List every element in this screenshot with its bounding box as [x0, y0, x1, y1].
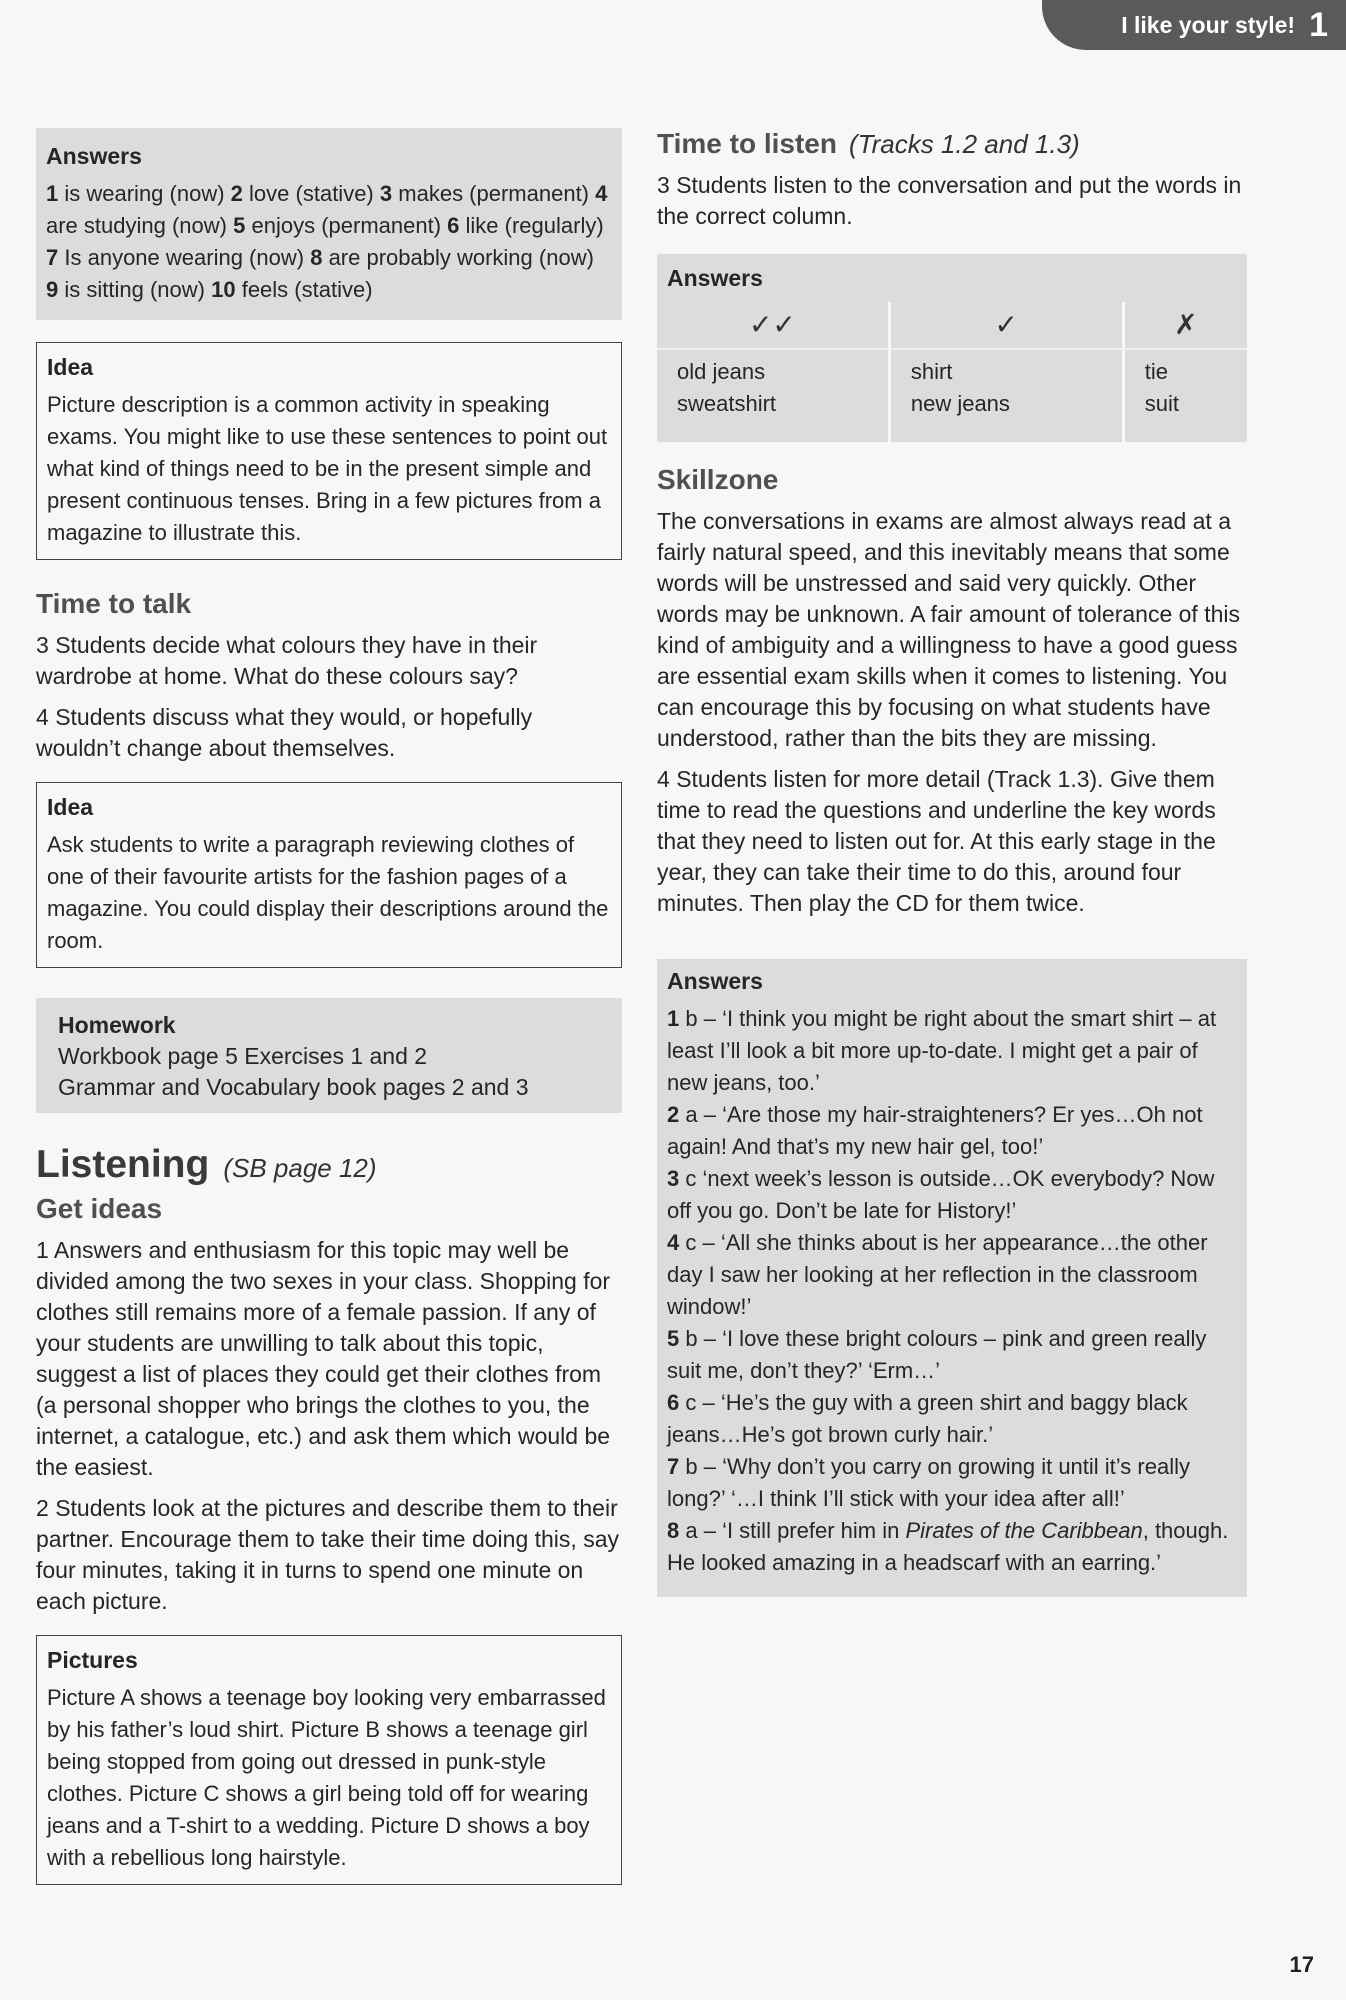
answer-item: 9 is sitting (now) — [46, 277, 205, 302]
listen-paragraph-4: 4 Students listen for more detail (Track 1.3). Give them time to read the questions and underline the key words that they need to listen out for. At this early stage in the year, they can take their time to do this, around four minutes. Then play the CD for them twice. — [657, 766, 1216, 916]
answer-item: 5 enjoys (permanent) — [233, 213, 442, 238]
answers-table — [657, 302, 1247, 442]
page-number: 17 — [1289, 1952, 1314, 1977]
answers-label: Answers — [46, 143, 142, 169]
listening-paragraph-1: 1 Answers and enthusiasm for this topic may well be divided among the two sexes in your class. Shopping for clothes still remains more of a female passion. If any of your students are unwilling to talk about this topic, suggest a list of places they could get their clothes from (a personal shopper who brings the clothes to you, the internet, a catalogue, etc.) and ask them which would be the easiest. — [36, 1237, 611, 1480]
time-to-talk-heading: Time to talk — [36, 588, 192, 619]
answers-label: Answers — [667, 265, 763, 291]
unit-header-tab — [1042, 0, 1346, 50]
table-header-cross: ✗ — [1174, 309, 1198, 340]
answer-item: 7 b – ‘Why don’t you carry on growing it until it’s really long?’ ‘…I think I’ll stick with your idea after all!’ — [667, 1454, 1190, 1511]
time-to-listen-heading: Time to listen (Tracks 1.2 and 1.3) — [657, 128, 1080, 159]
left-column — [36, 128, 622, 1885]
idea-box-fashion — [36, 782, 622, 968]
table-header-double-tick: ✓✓ — [657, 302, 891, 348]
homework-label: Homework — [58, 1012, 176, 1038]
skillzone-text: The conversations in exams are almost always read at a fairly natural speed, and this inevitably means that some words will be unstressed and said very quickly. Other words may be unknown. A fair amount of tolerance of this kind of ambiguity and a willingness to have a good guess are essential exam skills when it comes to listening. You can encourage this by focusing on what students have understood, rather than the bits they are missing. — [657, 508, 1240, 751]
table-cell: old jeans sweatshirt — [657, 348, 891, 442]
listen-paragraph-3: 3 Students listen to the conversation and put the words in the correct column. — [657, 172, 1242, 229]
listening-paragraph-2: 2 Students look at the pictures and describe them to their partner. Encourage them to take their time doing this, say four minutes, taking it in turns to spend one minute on each picture. — [36, 1495, 619, 1614]
table-header-tick: ✓ — [891, 302, 1125, 348]
pictures-text: Picture A shows a teenage boy looking very embarrassed by his father’s loud shirt. Picture B shows a teenage girl being stopped from going out dressed in punk-style clothes. Picture C shows a girl being told off for wearing jeans and a T-shirt to a wedding. Picture D shows a boy with a rebellious long hairstyle. — [47, 1685, 606, 1870]
answers-label: Answers — [667, 968, 763, 994]
answer-item: 10 feels (stative) — [211, 277, 373, 302]
answers-list — [46, 178, 612, 306]
table-cell: tie suit — [1125, 348, 1247, 442]
answers-box-grammar — [36, 128, 622, 320]
answer-item: 3 makes (permanent) — [379, 181, 590, 206]
unit-title: I like your style! — [1121, 11, 1296, 38]
get-ideas-heading: Get ideas — [36, 1193, 163, 1224]
pictures-label: Pictures — [47, 1647, 138, 1673]
answers-table-box — [657, 254, 1247, 442]
sb-page-ref: (SB page 12) — [223, 1153, 377, 1183]
answer-item: 3 c ‘next week’s lesson is outside…OK everybody? Now off you go. Don’t be late for History!’ — [667, 1166, 1215, 1223]
answer-item: 4 are studying (now) — [46, 181, 608, 238]
answer-item: 4 c – ‘All she thinks about is her appearance…the other day I saw her looking at her reflection in the classroom window!’ — [667, 1230, 1208, 1319]
pictures-box — [36, 1635, 622, 1885]
answer-item: 1 b – ‘I think you might be right about the smart shirt – at least I’ll look a bit more up-to-date. I might get a pair of new jeans, too.’ — [667, 1006, 1217, 1095]
talk-paragraph-3: 3 Students decide what colours they have in their wardrobe at home. What do these colours say? — [36, 632, 538, 689]
answer-item: 6 like (regularly) — [447, 213, 604, 238]
skillzone-heading: Skillzone — [657, 464, 779, 495]
answer-item: 7 Is anyone wearing (now) — [46, 245, 305, 270]
table-cell: shirt new jeans — [891, 348, 1125, 442]
answer-item: 5 b – ‘I love these bright colours – pink and green really suit me, don’t they?’ ‘Erm…’ — [667, 1326, 1207, 1383]
answer-item: 8 are probably working (now) — [310, 245, 594, 270]
answer-item: 2 love (stative) — [230, 181, 374, 206]
idea-label: Idea — [47, 354, 94, 380]
right-column — [657, 128, 1247, 1597]
idea-text: Picture description is a common activity in speaking exams. You might like to use these sentences to point out what kind of things need to be in the present simple and present continuous tenses. Bring in a few pictures from a magazine to illustrate this. — [47, 392, 608, 545]
homework-box — [36, 998, 622, 1113]
idea-text: Ask students to write a paragraph reviewing clothes of one of their favourite artists for the fashion pages of a magazine. You could display their descriptions around the room. — [47, 832, 609, 953]
idea-box-picture-description — [36, 342, 622, 560]
answer-item: 2 a – ‘Are those my hair-straighteners? Er yes…Oh not again! And that’s my new hair gel, too!’ — [667, 1102, 1203, 1159]
talk-paragraph-4: 4 Students discuss what they would, or hopefully wouldn’t change about themselves. — [36, 704, 533, 761]
homework-line: Workbook page 5 Exercises 1 and 2 — [58, 1043, 428, 1069]
answers-box-listening — [657, 959, 1247, 1597]
listening-heading: Listening (SB page 12) — [36, 1143, 377, 1186]
unit-number: 1 — [1309, 5, 1328, 44]
tracks-ref: (Tracks 1.2 and 1.3) — [848, 129, 1080, 159]
answer-item: 8 a – ‘I still prefer him in Pirates of the Caribbean, though. He looked amazing in a headscarf with an earring.’ — [667, 1518, 1229, 1575]
homework-line: Grammar and Vocabulary book pages 2 and 3 — [58, 1074, 529, 1100]
idea-label: Idea — [47, 794, 94, 820]
answer-item: 6 c – ‘He’s the guy with a green shirt and baggy black jeans…He’s got brown curly hair.’ — [667, 1390, 1188, 1447]
film-title: Pirates of the Caribbean — [905, 1518, 1143, 1543]
answer-item: 1 is wearing (now) — [46, 181, 225, 206]
